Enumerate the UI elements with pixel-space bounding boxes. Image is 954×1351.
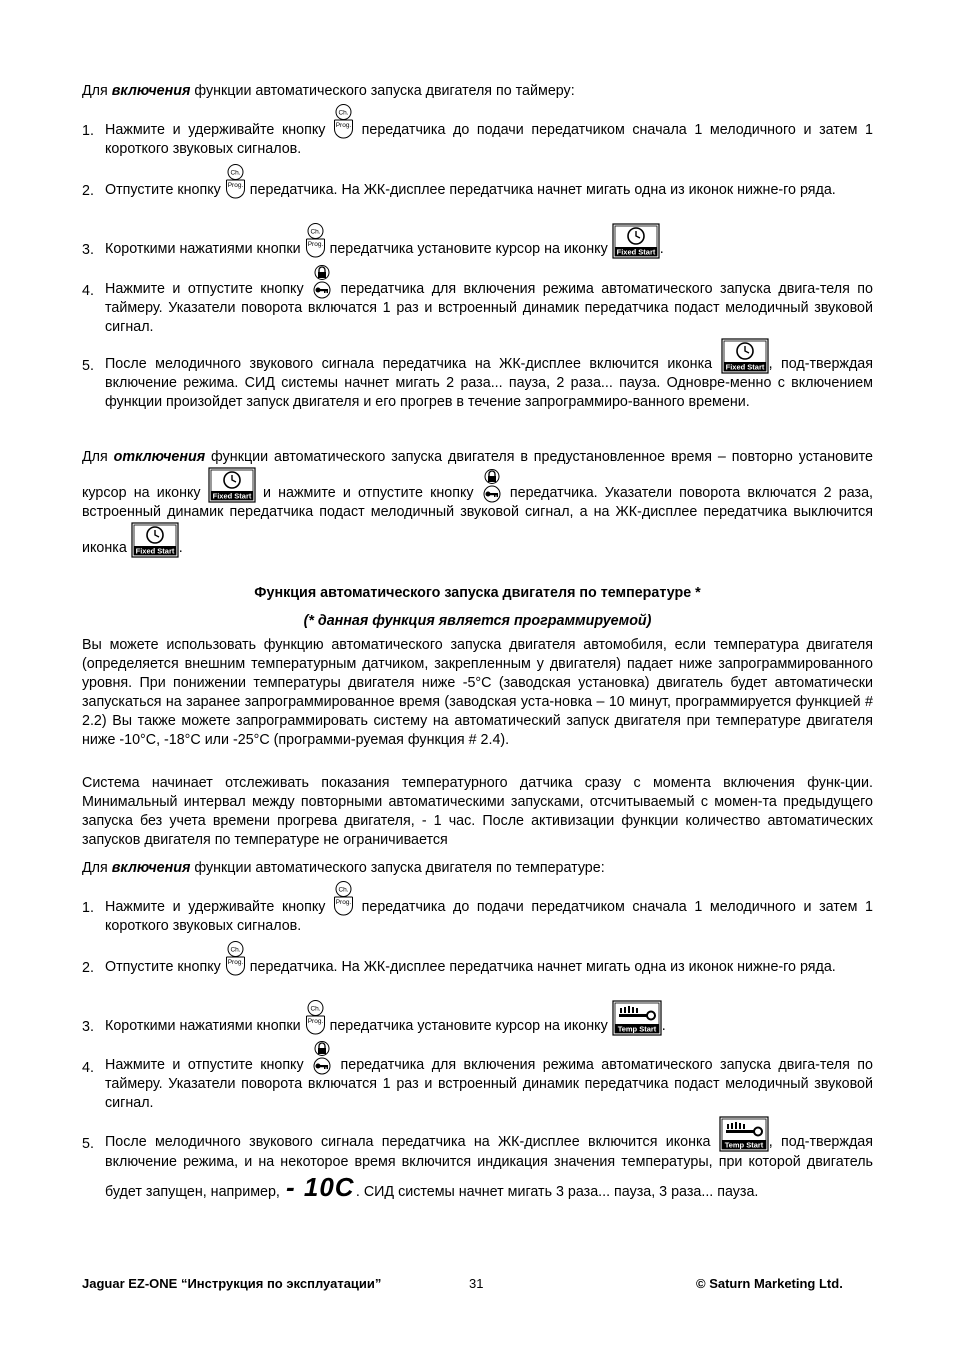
svg-text:Ch.: Ch. [338,886,349,894]
ch-prog-button-icon [305,1000,326,1036]
ch-prog-button-icon [333,104,354,140]
svg-text:Temp Start: Temp Start [724,1140,764,1150]
footer-page-number: 31 [469,1276,484,1291]
svg-text:Ch.: Ch. [310,228,321,236]
svg-text:Ch.: Ch. [338,109,349,117]
temperature-step-4: 4. Нажмите и отпустите кнопку передатчика для включения режима автоматического запуска двига-теля по таймеру. Указатели поворота включатся 1 раз и встроенный динамик передатчика подаст мелодичный звуковой сигнал. [82,1041,873,1113]
footer-copyright: © Saturn Marketing Ltd. [696,1276,843,1291]
lcd-temperature-readout [284,1172,356,1202]
timer-step-4: 4. Нажмите и отпустите кнопку передатчика для включения режима автоматического запуска двига-теля по таймеру. Указатели поворота включатся 1 раз и встроенный динамик передатчика подаст мелодичный звуковой сигнал. [82,265,873,337]
svg-text:Fixed Start: Fixed Start [725,362,764,372]
ch-prog-button-icon [225,941,246,977]
timer-step-5: 5. После мелодичного звукового сигнала передатчика на ЖК-дисплее включится иконка Fixed Start , под-тверждая включение режима. СИД системы начнет мигать 2 раза... пауза, 2 раза... пауза. Одновре-менно с включением функции произойдет запуск двигателя и его прогрев в течение запрограммиро-ванного времени. [82,338,873,412]
fixed-start-icon [208,467,256,503]
svg-text:Prog.: Prog. [335,122,352,129]
svg-text:Prog.: Prog. [335,899,352,906]
svg-text:Prog.: Prog. [227,182,244,189]
timer-disable-paragraph: Для отключения функции автоматического запуска двигателя в предустановленное время – повторно установите курсор на иконку Fixed Start и нажмите и отпустите кнопку передатчика. Указатели поворота включатся 2 раза, встроенный динамик передатчика подаст мелодичный звуковой сигнал, а на ЖК-дисплее передатчика выключится иконка Fixed Start . [82,449,873,556]
svg-text:Fixed Start: Fixed Start [212,491,252,501]
svg-text:Ch.: Ch. [230,946,241,954]
svg-text:Prog.: Prog. [227,959,244,966]
svg-text:- 10C: - 10C [285,1172,355,1202]
lock-key-button-icon [311,1041,333,1075]
lock-key-button-icon [481,469,503,503]
timer-enable-intro: Для включения функции автоматического запуска двигателя по таймеру: [82,83,575,99]
timer-step-2: 2. Отпустите кнопку Ch. Prog. передатчика. На ЖК-дисплее передатчика начнет мигать одна из иконок нижне-го ряда. [82,164,873,200]
temp-start-icon [612,1000,662,1036]
temperature-step-3: 3. Короткими нажатиями кнопки Ch. Prog. передатчика установите курсор на иконку Temp Start . [82,1000,873,1036]
temperature-paragraph-1: Вы можете использовать функцию автоматического запуска двигателя автомобиля, если температура двигателя (определяется внешним температурным датчиком, закрепленным у двигателя) падает ниже запрограммированного уровня. При понижении температуры двигателя ниже -5°С (заводская установка) двигатель будет автоматически запускаться на заранее запрограммированное время (заводская уста-новка – 10 минут, программируется функцией # 2.2) Вы также можете запрограммировать систему на автоматический запуск двигателя при температуре двигателя ниже -10°С, -18°С или -25°С (программи-руемая функция # 2.4). [82,637,873,748]
ch-prog-button-icon [305,223,326,259]
temperature-enable-intro: Для включения функции автоматического запуска двигателя по температуре: [82,860,605,876]
temperature-step-1: 1. Нажмите и удерживайте кнопку Ch. Prog. передатчика до подачи передатчиком сначала 1 мелодичного и затем 1 короткого звуковых сигналов. [82,881,873,936]
timer-step-1: 1. Нажмите и удерживайте кнопку Ch. Prog. передатчика до подачи передатчиком сначала 1 мелодичного и затем 1 короткого звуковых сигналов. [82,104,873,159]
svg-text:Fixed Start: Fixed Start [616,247,656,257]
timer-step-3: 3. Короткими нажатиями кнопки Ch. Prog. передатчика установите курсор на иконку Fixed Start . [82,223,873,259]
temperature-section-title: Функция автоматического запуска двигателя по температуре * [254,585,701,601]
ch-prog-button-icon [225,164,246,200]
svg-text:Prog.: Prog. [307,1018,323,1025]
svg-text:Temp Start: Temp Start [617,1024,657,1034]
fixed-start-icon [721,338,769,374]
svg-text:Fixed Start: Fixed Start [135,546,175,556]
svg-text:Prog.: Prog. [307,241,323,248]
temperature-step-5: 5. После мелодичного звукового сигнала передатчика на ЖК-дисплее включится иконка Temp Start , под-тверждая включение режима, и на некоторое время включится индикация значения температуры, при которой двигатель будет запущен, например, - 10C . СИД системы начнет мигать 3 раза... пауза, 3 раза... пауза. [82,1116,873,1202]
fixed-start-icon [131,522,179,558]
svg-text:Ch.: Ch. [310,1005,321,1013]
temp-start-icon [719,1116,769,1152]
ch-prog-button-icon [333,881,354,917]
lock-key-button-icon [311,265,333,299]
temperature-step-2: 2. Отпустите кнопку Ch. Prog. передатчика. На ЖК-дисплее передатчика начнет мигать одна из иконок нижне-го ряда. [82,941,873,977]
footer-document-title: Jaguar EZ-ONE “Инструкция по эксплуатации” [82,1276,382,1291]
fixed-start-icon [612,223,660,259]
temperature-section-subtitle: (* данная функция является программируемой) [303,613,652,629]
svg-text:Ch.: Ch. [230,169,241,177]
temperature-paragraph-2: Система начинает отслеживать показания температурного датчика сразу с момента включения функ-ции. Минимальный интервал между повторными автоматическими запусками, отсчитываемый с момен-та предыдущего запуска без учета времени прогрева двигателя, - 1 час. После активизации функции количество автоматических запусков двигателя по температуре не ограничивается [82,775,873,848]
